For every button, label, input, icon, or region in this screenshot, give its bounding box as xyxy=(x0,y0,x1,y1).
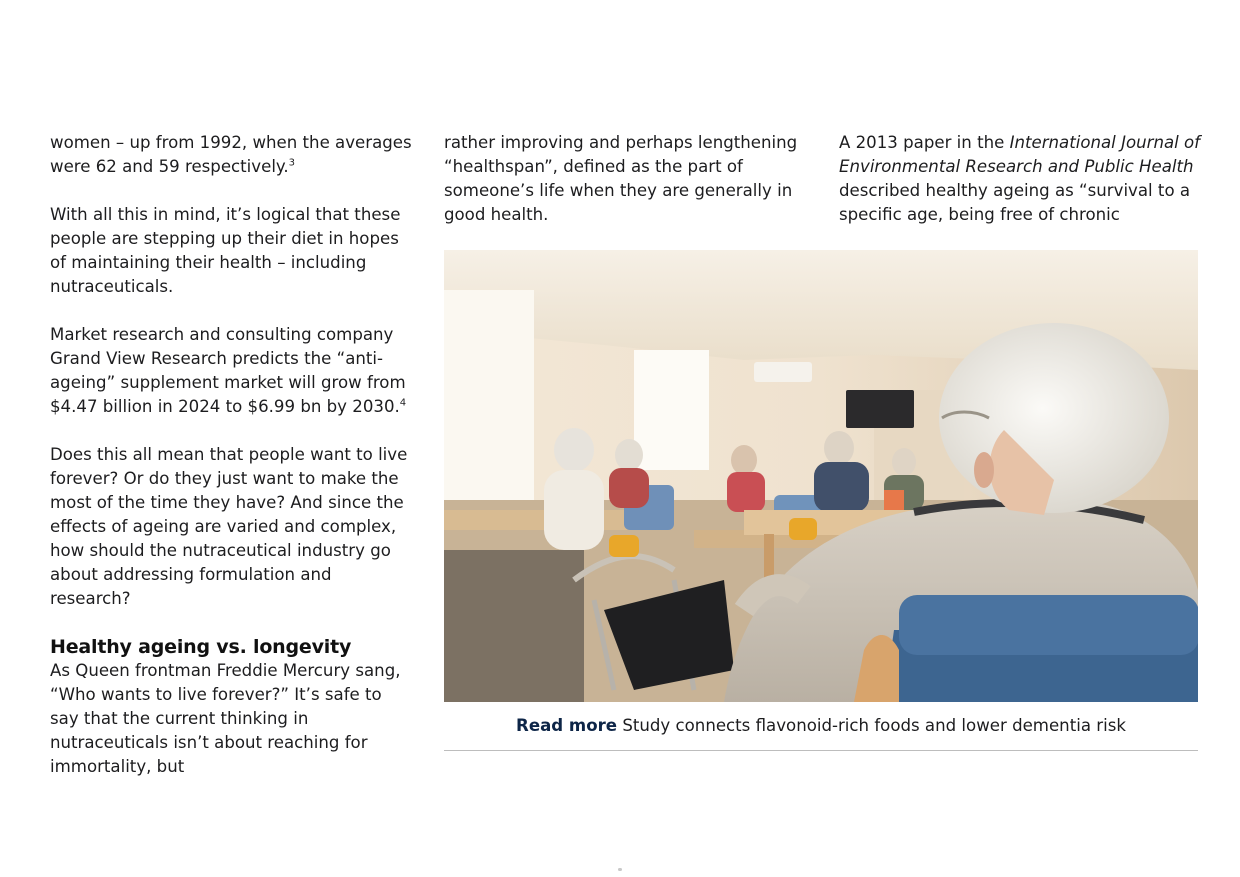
read-more-label: Read more xyxy=(516,716,618,735)
paragraph: rather improving and perhaps lengthening “healthspan”, defined as the part of someone’s life when they are generally in good health. xyxy=(444,133,798,224)
paragraph: As Queen frontman Freddie Mercury sang, “Who wants to live forever?” It’s safe to say that the current thinking in nutraceuticals isn’t about reaching for immortality, but xyxy=(50,661,401,776)
read-more-link[interactable] xyxy=(444,714,1198,738)
article-photo-care-home xyxy=(444,250,1198,702)
paragraph: A 2013 paper in the International Journal of Environmental Research and Public Health described healthy ageing as “survival to a specific age, being free of chronic xyxy=(839,133,1201,224)
footnote-ref[interactable]: 3 xyxy=(288,157,296,169)
article-column-2 xyxy=(444,131,814,227)
paragraph: Market research and consulting company Grand View Research predicts the “anti-ageing” supplement market will grow from $4.47 billion in 2024 to $6.99 bn by 2030.$^4$ xyxy=(50,325,407,416)
journal-title: International Journal of Environmental Research and Public Health xyxy=(839,133,1201,176)
article-column-1 xyxy=(50,131,415,779)
paragraph: Does this all mean that people want to live forever? Or do they just want to make the most of the time they have? And since the effects of ageing are varied and complex, how should the nutraceutical industry go about addressing formulation and research? xyxy=(50,445,408,608)
paragraph: With all this in mind, it’s logical that these people are stepping up their diet in hopes of maintaining their health – including nutraceuticals. xyxy=(50,205,401,296)
page-indicator xyxy=(618,868,622,871)
section-heading: Healthy ageing vs. longevity xyxy=(50,636,352,658)
footnote-ref[interactable]: 4 xyxy=(399,397,407,409)
read-more-title: Study connects flavonoid-rich foods and lower dementia risk xyxy=(622,716,1126,735)
article-column-3 xyxy=(839,131,1204,227)
divider xyxy=(444,750,1198,751)
paragraph: women – up from 1992, when the averages were 62 and 59 respectively.$^3$ xyxy=(50,133,412,176)
